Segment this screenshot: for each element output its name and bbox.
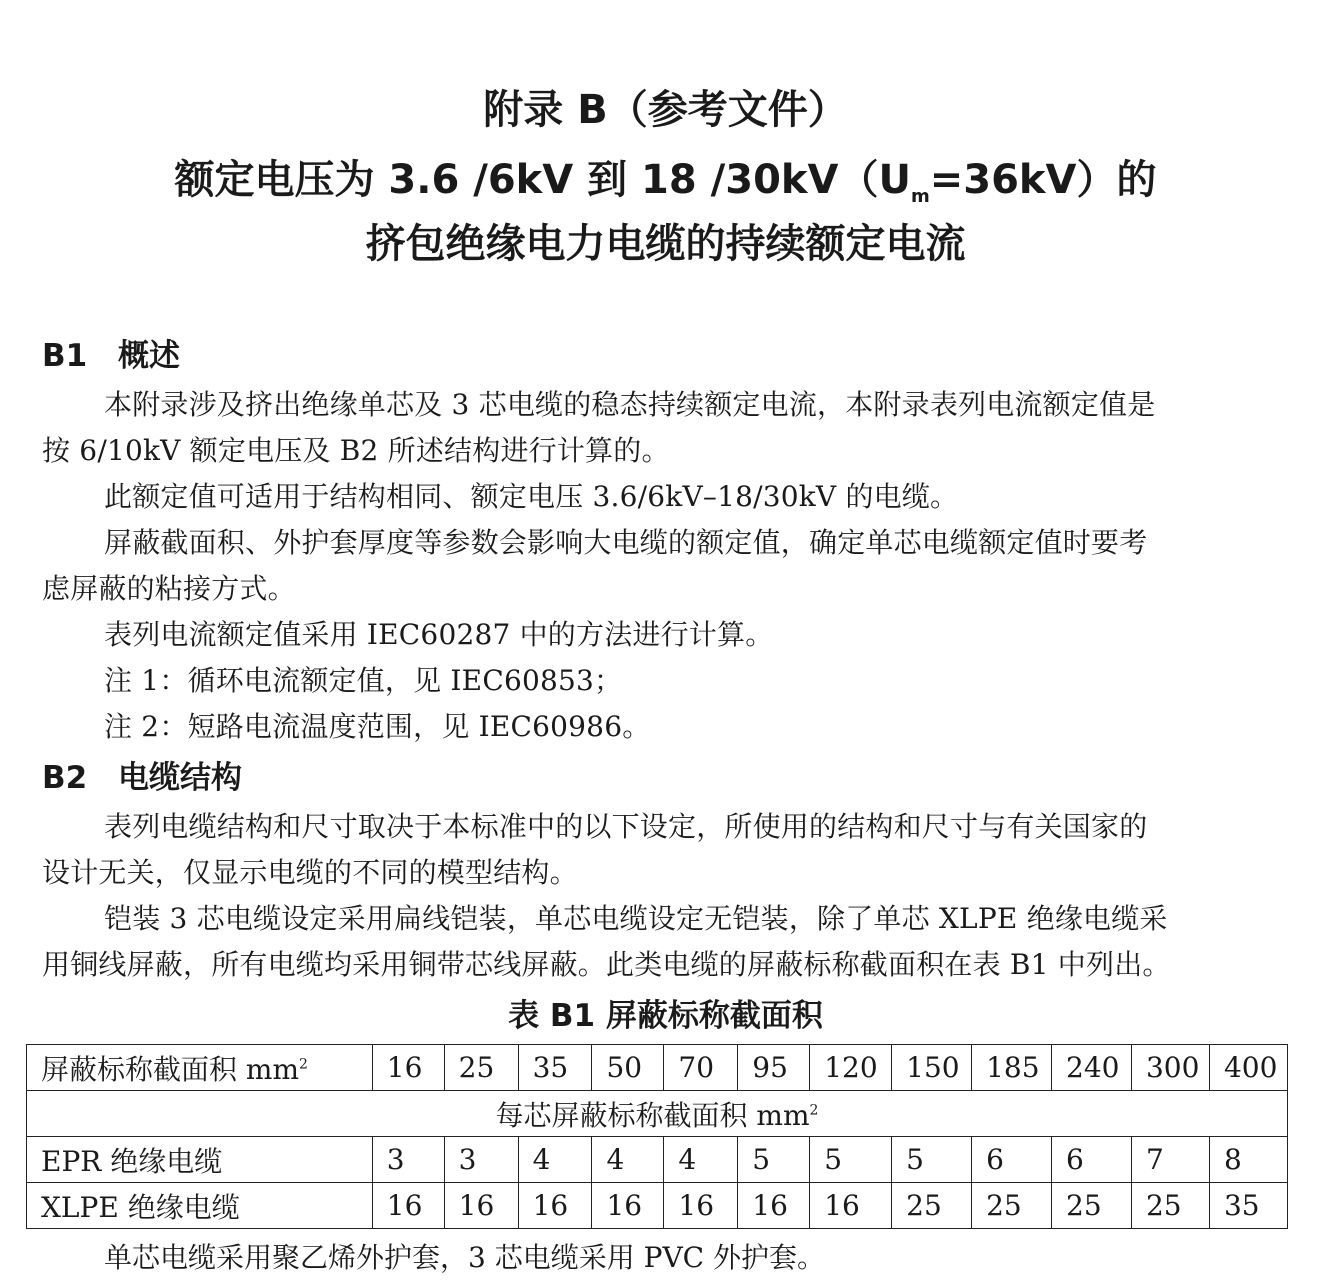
table-cell: 120 <box>810 1045 892 1091</box>
appendix-subtitle-line2: 挤包绝缘电力电缆的持续额定电流 <box>365 221 966 267</box>
table-cell: 4 <box>664 1137 738 1183</box>
row-header: EPR 绝缘电缆 <box>27 1137 373 1183</box>
table-cell: 16 <box>664 1183 738 1229</box>
table-cell: 16 <box>592 1183 664 1229</box>
table-cell: 16 <box>738 1183 810 1229</box>
table-cell: 5 <box>892 1137 972 1183</box>
text-line: 本附录涉及挤出绝缘单芯及 3 芯电缆的稳态持续额定电流，本附录表列电流额定值是 <box>104 388 1156 421</box>
text-line: 设计无关，仅显示电缆的不同的模型结构。 <box>42 856 578 889</box>
subtitle-post: =36kV）的 <box>929 157 1157 203</box>
table-cell: 25 <box>1131 1183 1209 1229</box>
table-cell: 16 <box>372 1045 444 1091</box>
table-row <box>27 1045 1288 1091</box>
subheader-cell <box>27 1091 1288 1137</box>
table-cell: 7 <box>1131 1137 1209 1183</box>
b1-paragraph-4 <box>42 612 1278 658</box>
text-line: 表列电流额定值采用 IEC60287 中的方法进行计算。 <box>104 618 774 651</box>
table-cell: 5 <box>810 1137 892 1183</box>
table-cell: 25 <box>1052 1183 1132 1229</box>
text-line: 注 1：循环电流额定值，见 IEC60853； <box>104 664 623 697</box>
b2-paragraph-1 <box>42 804 1278 896</box>
table-cell: 5 <box>738 1137 810 1183</box>
header-sup: 2 <box>299 1056 308 1073</box>
table-cell: 6 <box>972 1137 1052 1183</box>
appendix-subtitle-line1 <box>0 156 1331 221</box>
table-cell: 16 <box>444 1183 518 1229</box>
text-line: 此额定值可适用于结构相同、额定电压 3.6/6kV–18/30kV 的电缆。 <box>104 480 959 513</box>
table-cell: 8 <box>1209 1137 1287 1183</box>
table-cell: 185 <box>972 1045 1052 1091</box>
table-cell: 150 <box>892 1045 972 1091</box>
section-title: 概述 <box>118 338 180 374</box>
subtitle-sub: m <box>910 186 930 207</box>
table-cell: 35 <box>518 1045 592 1091</box>
table-cell: 25 <box>892 1183 972 1229</box>
table-cell: 3 <box>372 1137 444 1183</box>
text-line: 虑屏蔽的粘接方式。 <box>42 572 296 605</box>
table-cell: 70 <box>664 1045 738 1091</box>
b1-paragraph-2 <box>42 474 1278 520</box>
table-row <box>27 1091 1288 1137</box>
table-cell: 16 <box>372 1183 444 1229</box>
text-line: 用铜线屏蔽，所有电缆均采用铜带芯线屏蔽。此类电缆的屏蔽标称截面积在表 B1 中列出。 <box>42 948 1171 981</box>
table-cell: 400 <box>1209 1045 1287 1091</box>
section-number: B1 <box>42 338 88 374</box>
row-header <box>27 1045 373 1091</box>
table-cell: 300 <box>1131 1045 1209 1091</box>
table-cell: 240 <box>1052 1045 1132 1091</box>
section-b2-heading <box>42 758 242 798</box>
table-title: 表 B1 屏蔽标称截面积 <box>508 998 823 1034</box>
table-row <box>27 1137 1288 1183</box>
text-line: 铠装 3 芯电缆设定采用扁线铠装，单芯电缆设定无铠装，除了单芯 XLPE 绝缘电缆采 <box>104 902 1168 935</box>
section-b1-heading <box>42 336 180 376</box>
table-cell: 16 <box>810 1183 892 1229</box>
footer-text: 单芯电缆采用聚乙烯外护套，3 芯电缆采用 PVC 外护套。 <box>104 1241 826 1274</box>
b1-note-2 <box>42 704 1278 750</box>
section-title: 电缆结构 <box>118 760 242 796</box>
table-cell: 3 <box>444 1137 518 1183</box>
table-row <box>27 1183 1288 1229</box>
text-line: 屏蔽截面积、外护套厚度等参数会影响大电缆的额定值，确定单芯电缆额定值时要考 <box>104 526 1148 559</box>
b1-paragraph-3 <box>42 520 1278 612</box>
subheader-label: 每芯屏蔽标称截面积 mm <box>495 1098 810 1132</box>
b2-paragraph-2 <box>42 896 1278 988</box>
table-cell: 50 <box>592 1045 664 1091</box>
text-line: 按 6/10kV 额定电压及 B2 所述结构进行计算的。 <box>42 434 670 467</box>
row-header: XLPE 绝缘电缆 <box>27 1183 373 1229</box>
table-cell: 25 <box>972 1183 1052 1229</box>
table-cell: 4 <box>592 1137 664 1183</box>
b1-paragraph-1 <box>42 382 1278 474</box>
appendix-title: 附录 B（参考文件） <box>483 87 848 133</box>
table-cell: 6 <box>1052 1137 1132 1183</box>
b1-note-1 <box>42 658 1278 704</box>
subheader-sup: 2 <box>809 1102 819 1119</box>
header-label: 屏蔽标称截面积 mm <box>41 1052 300 1086</box>
table-cell: 25 <box>444 1045 518 1091</box>
text-line: 表列电缆结构和尺寸取决于本标准中的以下设定，所使用的结构和尺寸与有关国家的 <box>104 810 1148 843</box>
subtitle-pre: 额定电压为 3.6 /6kV 到 18 /30kV（U <box>174 157 911 203</box>
shield-area-table <box>26 1044 1288 1229</box>
section-number: B2 <box>42 760 88 796</box>
table-cell: 16 <box>518 1183 592 1229</box>
table-cell: 4 <box>518 1137 592 1183</box>
text-line: 注 2：短路电流温度范围，见 IEC60986。 <box>104 710 651 743</box>
table-cell: 95 <box>738 1045 810 1091</box>
table-cell: 35 <box>1209 1183 1287 1229</box>
